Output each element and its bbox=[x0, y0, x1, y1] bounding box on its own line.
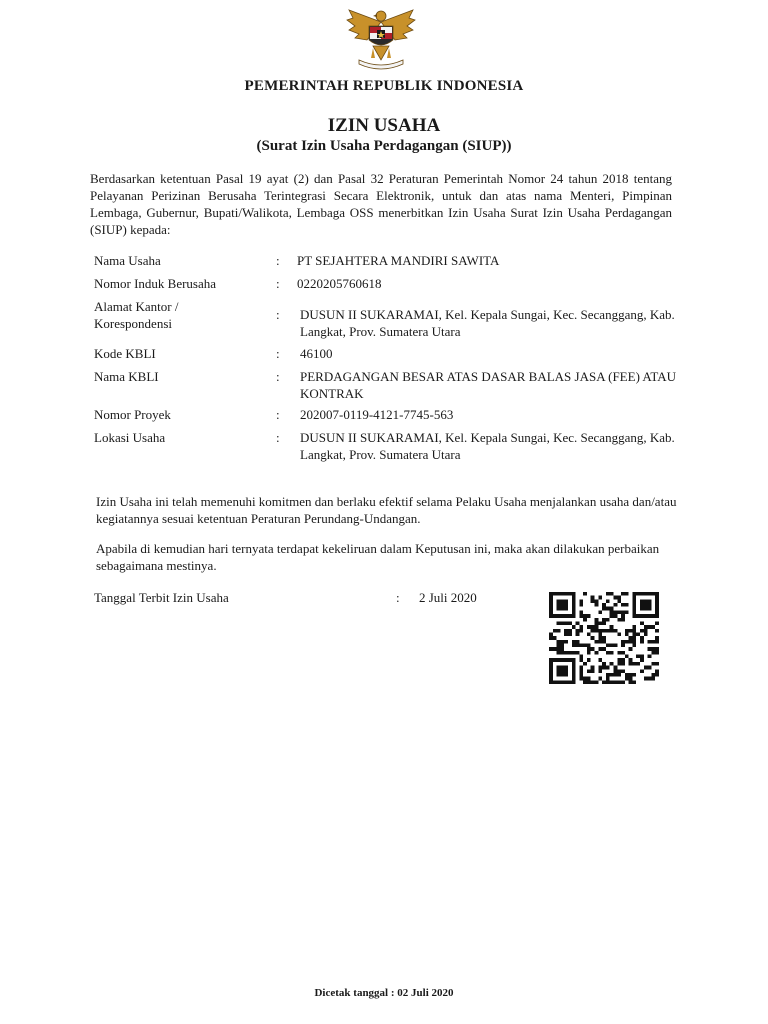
intro-paragraph: Berdasarkan ketentuan Pasal 19 ayat (2) dan Pasal 32 Peraturan Pemerintah Nomor 24 tahun 2018 tentang Pelayanan Perizinan Berusaha Terintegrasi Secara Elektronik, untuk dan atas nama Menteri, Pimpinan Lembaga, Gubernur, Bupati/Walikota, Lembaga OSS menerbitkan Izin Usaha Surat Izin Usaha Perdagangan (SIUP) kepada: bbox=[90, 171, 672, 237]
field-separator: : bbox=[276, 307, 280, 322]
field-separator: : bbox=[276, 407, 280, 422]
issue-date-label: Tanggal Terbit Izin Usaha bbox=[94, 590, 229, 605]
field-label-nib: Nomor Induk Berusaha bbox=[94, 276, 217, 291]
field-value-kode-kbli: 46100 bbox=[300, 346, 333, 361]
field-separator: : bbox=[276, 430, 280, 445]
qr-code-icon bbox=[549, 592, 659, 684]
government-heading: PEMERINTAH REPUBLIK INDONESIA bbox=[244, 78, 524, 94]
correction-paragraph: Apabila di kemudian hari ternyata terdapat kekeliruan dalam Keputusan ini, maka akan dilakukan perbaikan sebagaimana mestinya. bbox=[96, 541, 660, 573]
field-label-alamat: Alamat Kantor / Korespondensi bbox=[94, 299, 179, 331]
document-subtitle: (Surat Izin Usaha Perdagangan (SIUP)) bbox=[256, 138, 512, 154]
print-date-footer: Dicetak tanggal : 02 Juli 2020 bbox=[314, 987, 454, 999]
field-value-alamat: DUSUN II SUKARAMAI, Kel. Kepala Sungai, Kec. Secanggang, Kab. Langkat, Prov. Sumatera Utara bbox=[300, 307, 675, 339]
field-value-lokasi-usaha: DUSUN II SUKARAMAI, Kel. Kepala Sungai, Kec. Secanggang, Kab. Langkat, Prov. Sumatera Utara bbox=[300, 430, 675, 462]
field-value-nama-usaha: PT SEJAHTERA MANDIRI SAWITA bbox=[297, 253, 500, 268]
field-label-nama-usaha: Nama Usaha bbox=[94, 253, 161, 268]
field-value-nomor-proyek: 202007-0119-4121-7745-563 bbox=[300, 407, 454, 422]
field-label-kode-kbli: Kode KBLI bbox=[94, 346, 156, 361]
field-label-nama-kbli: Nama KBLI bbox=[94, 369, 159, 384]
field-value-nama-kbli: PERDAGANGAN BESAR ATAS DASAR BALAS JASA (FEE) ATAU KONTRAK bbox=[300, 369, 677, 401]
field-separator: : bbox=[276, 369, 280, 384]
field-separator: : bbox=[276, 346, 280, 361]
issue-date-separator: : bbox=[396, 590, 400, 605]
field-separator: : bbox=[276, 253, 280, 268]
field-separator: : bbox=[276, 276, 280, 291]
field-label-nomor-proyek: Nomor Proyek bbox=[94, 407, 171, 422]
document-title: IZIN USAHA bbox=[327, 115, 441, 136]
field-label-lokasi-usaha: Lokasi Usaha bbox=[94, 430, 166, 445]
validity-paragraph: Izin Usaha ini telah memenuhi komitmen dan berlaku efektif selama Pelaku Usaha menjalankan usaha dan/atau kegiatannya sesuai ketentuan Peraturan Perundang-Undangan. bbox=[96, 494, 677, 526]
garuda-emblem-icon bbox=[343, 4, 419, 70]
field-value-nib: 0220205760618 bbox=[297, 276, 382, 291]
issue-date-value: 2 Juli 2020 bbox=[419, 590, 477, 605]
